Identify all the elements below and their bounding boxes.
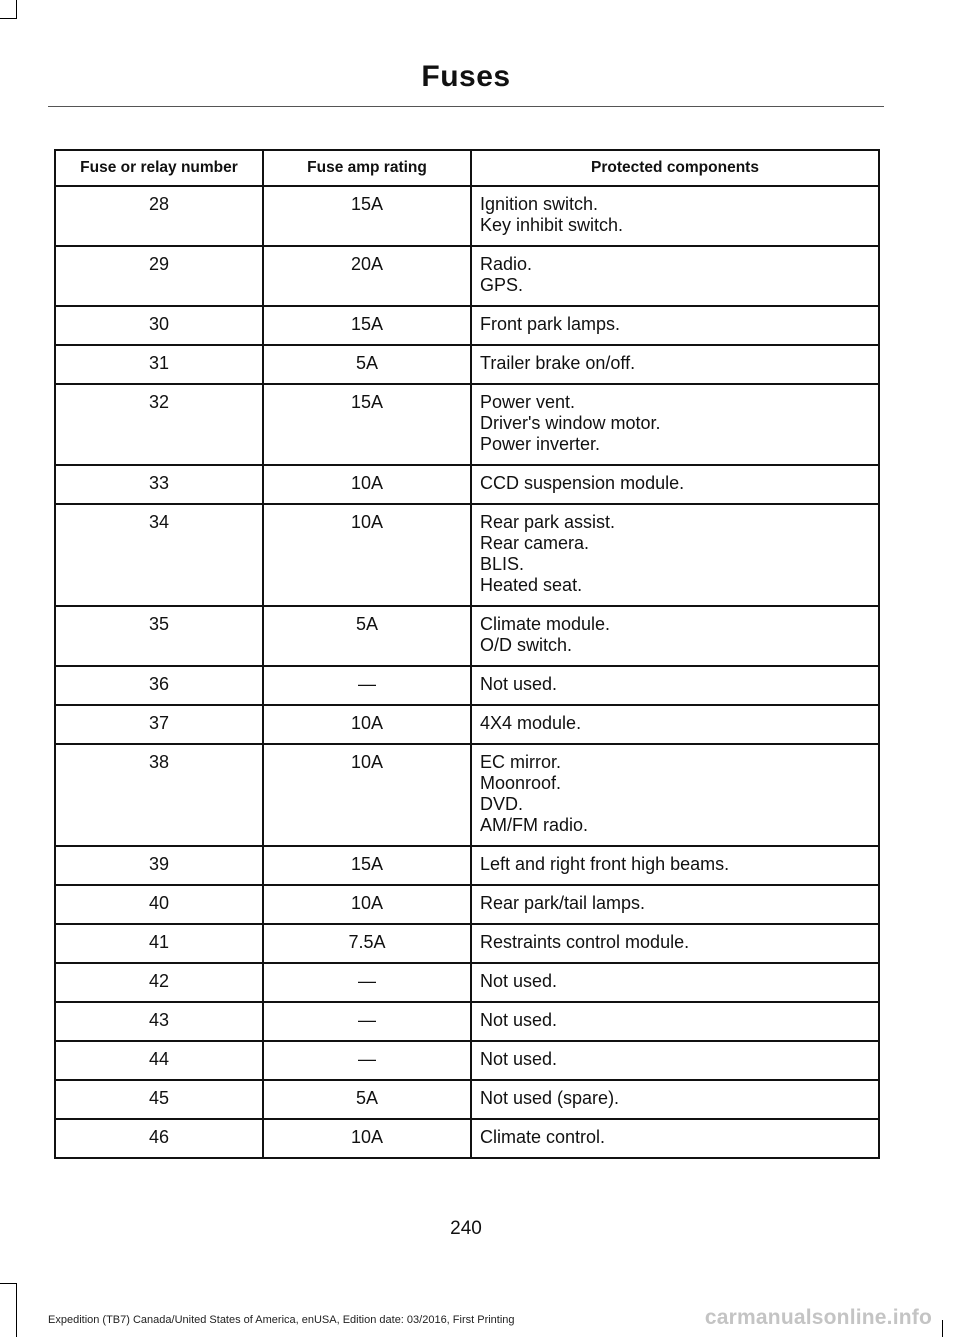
crop-mark-top-left-v: [16, 0, 17, 18]
amp-rating-cell: 15A: [263, 186, 471, 246]
component-line: AM/FM radio.: [480, 815, 589, 835]
component-line: BLIS.: [480, 554, 525, 574]
protected-components-cell: [471, 744, 879, 846]
table-row: [55, 345, 879, 384]
table-row: [55, 744, 879, 846]
component-line: Not used.: [480, 674, 558, 694]
fuse-number-cell: 39: [55, 846, 263, 885]
component-line: Not used.: [480, 1049, 558, 1069]
protected-components-cell: [471, 504, 879, 606]
table-row: [55, 963, 879, 1002]
amp-rating-cell: 5A: [263, 1080, 471, 1119]
component-line: Left and right front high beams.: [480, 854, 730, 874]
table-header-row: [55, 150, 879, 186]
protected-components-cell: [471, 885, 879, 924]
component-line: Key inhibit switch.: [480, 215, 624, 235]
fuse-number-cell: 38: [55, 744, 263, 846]
fuse-number-cell: 45: [55, 1080, 263, 1119]
table-row: [55, 246, 879, 306]
table-body: [55, 186, 879, 1158]
fuse-number-cell: 34: [55, 504, 263, 606]
crop-mark-bottom-left-v: [16, 1283, 17, 1337]
protected-components-cell: [471, 246, 879, 306]
protected-components-cell: [471, 924, 879, 963]
protected-components-cell: [471, 465, 879, 504]
crop-mark-bottom-right-v: [942, 1320, 943, 1337]
protected-components-cell: [471, 606, 879, 666]
header-amp-rating: Fuse amp rating: [263, 150, 471, 186]
component-line: DVD.: [480, 794, 524, 814]
component-line: Heated seat.: [480, 575, 583, 595]
page-number: 240: [450, 1218, 482, 1239]
amp-rating-cell: 20A: [263, 246, 471, 306]
protected-components-cell: [471, 846, 879, 885]
component-line: Restraints control module.: [480, 932, 690, 952]
table-row: [55, 1002, 879, 1041]
component-line: 4X4 module.: [480, 713, 582, 733]
protected-components-cell: [471, 666, 879, 705]
component-line: Radio.: [480, 254, 533, 274]
component-line: Not used.: [480, 971, 558, 991]
fuse-number-cell: 30: [55, 306, 263, 345]
component-line: Rear park/tail lamps.: [480, 893, 646, 913]
amp-rating-cell: —: [263, 666, 471, 705]
component-line: Moonroof.: [480, 773, 562, 793]
protected-components-cell: [471, 1080, 879, 1119]
amp-rating-cell: 7.5A: [263, 924, 471, 963]
fuse-number-cell: 41: [55, 924, 263, 963]
component-line: Driver's window motor.: [480, 413, 661, 433]
amp-rating-cell: 10A: [263, 705, 471, 744]
fuse-number-cell: 31: [55, 345, 263, 384]
component-line: Rear camera.: [480, 533, 590, 553]
header-fuse-number: Fuse or relay number: [55, 150, 263, 186]
protected-components-cell: [471, 705, 879, 744]
fuse-number-cell: 44: [55, 1041, 263, 1080]
table-row: [55, 666, 879, 705]
protected-components-cell: [471, 1002, 879, 1041]
component-line: Not used.: [480, 1010, 558, 1030]
component-line: Not used (spare).: [480, 1088, 620, 1108]
amp-rating-cell: —: [263, 963, 471, 1002]
page-title: Fuses: [421, 60, 511, 93]
amp-rating-cell: 10A: [263, 465, 471, 504]
fuse-number-cell: 32: [55, 384, 263, 465]
protected-components-cell: [471, 1041, 879, 1080]
amp-rating-cell: 5A: [263, 606, 471, 666]
table-row: [55, 885, 879, 924]
table-row: [55, 1041, 879, 1080]
component-line: Power inverter.: [480, 434, 601, 454]
protected-components-cell: [471, 1119, 879, 1158]
crop-mark-top-left-h: [0, 18, 17, 19]
table-row: [55, 465, 879, 504]
protected-components-cell: [471, 384, 879, 465]
fuse-number-cell: 29: [55, 246, 263, 306]
table-row: [55, 1119, 879, 1158]
component-line: GPS.: [480, 275, 524, 295]
crop-mark-bottom-left-h: [0, 1283, 17, 1284]
component-line: Trailer brake on/off.: [480, 353, 636, 373]
amp-rating-cell: 15A: [263, 306, 471, 345]
fuse-number-cell: 43: [55, 1002, 263, 1041]
table-row: [55, 384, 879, 465]
amp-rating-cell: 10A: [263, 504, 471, 606]
fuse-number-cell: 46: [55, 1119, 263, 1158]
amp-rating-cell: —: [263, 1041, 471, 1080]
component-line: EC mirror.: [480, 752, 561, 772]
title-divider: [48, 106, 884, 107]
component-line: CCD suspension module.: [480, 473, 685, 493]
amp-rating-cell: 15A: [263, 384, 471, 465]
component-line: O/D switch.: [480, 635, 573, 655]
fuse-number-cell: 37: [55, 705, 263, 744]
protected-components-cell: [471, 306, 879, 345]
amp-rating-cell: 15A: [263, 846, 471, 885]
component-line: Ignition switch.: [480, 194, 599, 214]
table-row: [55, 306, 879, 345]
fuse-number-cell: 33: [55, 465, 263, 504]
table-row: [55, 606, 879, 666]
fuse-number-cell: 42: [55, 963, 263, 1002]
fuse-number-cell: 40: [55, 885, 263, 924]
header-protected-components: Protected components: [471, 150, 879, 186]
fuse-number-cell: 35: [55, 606, 263, 666]
table-row: [55, 1080, 879, 1119]
table-row: [55, 924, 879, 963]
protected-components-cell: [471, 963, 879, 1002]
fuse-table: [54, 149, 880, 1159]
amp-rating-cell: 10A: [263, 744, 471, 846]
amp-rating-cell: —: [263, 1002, 471, 1041]
table-row: [55, 186, 879, 246]
table-row: [55, 705, 879, 744]
protected-components-cell: [471, 345, 879, 384]
table-row: [55, 846, 879, 885]
table-row: [55, 504, 879, 606]
amp-rating-cell: 10A: [263, 885, 471, 924]
protected-components-cell: [471, 186, 879, 246]
component-line: Climate module.: [480, 614, 611, 634]
component-line: Front park lamps.: [480, 314, 621, 334]
amp-rating-cell: 10A: [263, 1119, 471, 1158]
component-line: Power vent.: [480, 392, 576, 412]
component-line: Climate control.: [480, 1127, 606, 1147]
amp-rating-cell: 5A: [263, 345, 471, 384]
component-line: Rear park assist.: [480, 512, 616, 532]
watermark-logo: carmanualsonline.info: [704, 1306, 932, 1329]
footer-edition-text: Expedition (TB7) Canada/United States of America, enUSA, Edition date: 03/2016, First Printing: [48, 1314, 515, 1326]
fuse-number-cell: 36: [55, 666, 263, 705]
fuse-number-cell: 28: [55, 186, 263, 246]
